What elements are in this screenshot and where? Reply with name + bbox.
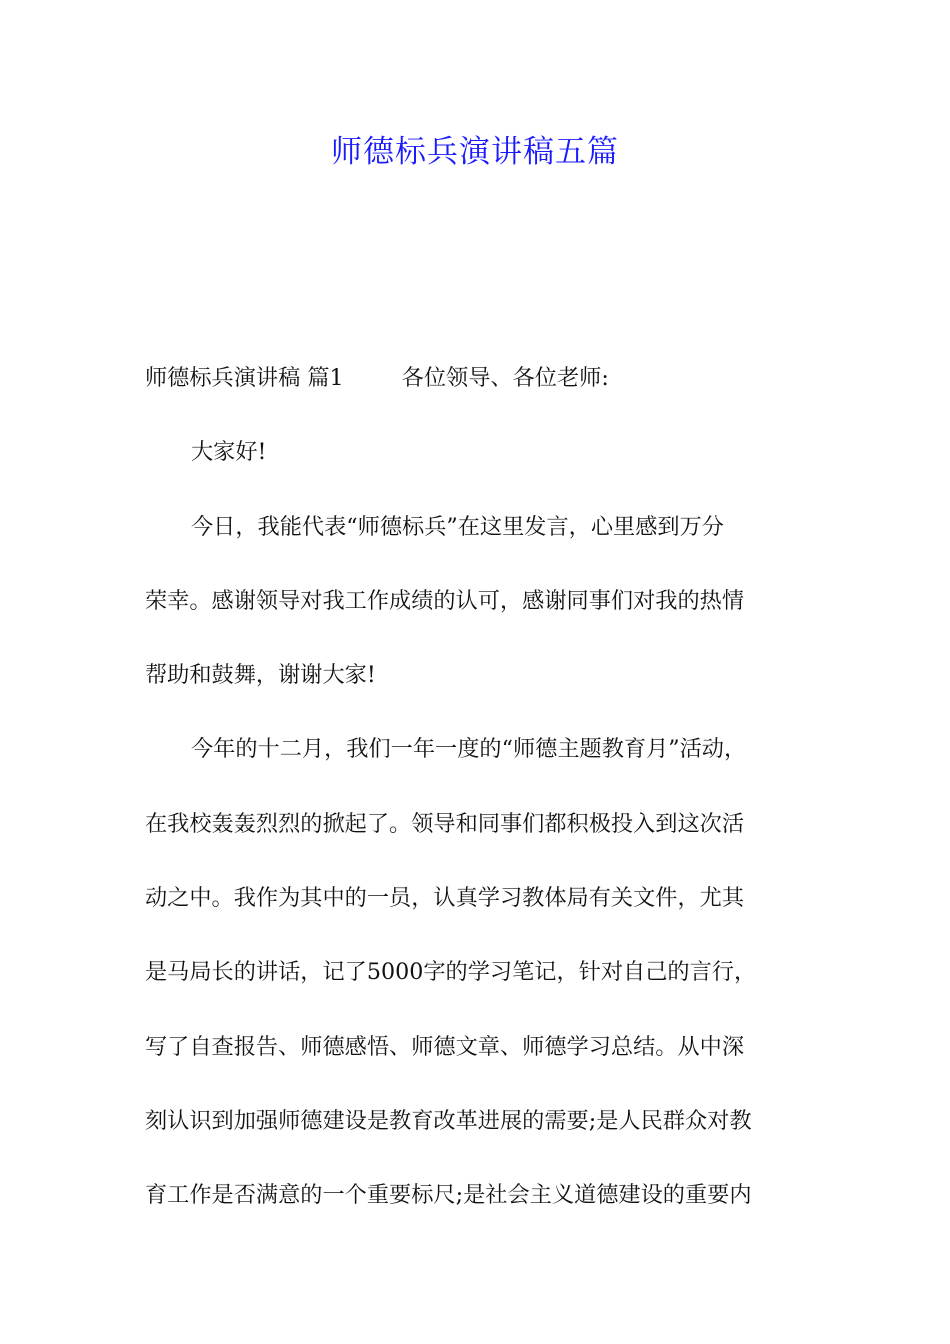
paragraph-line: 动之中。我作为其中的一员，认真学习教体局有关文件，尤其 [145,885,745,912]
paragraph-line: 大家好! [191,439,267,466]
salutation: 各位领导、各位老师: [401,365,609,391]
paragraph-line: 育工作是否满意的一个重要标尺;是社会主义道德建设的重要内 [145,1182,752,1209]
paragraph-line: 帮助和鼓舞，谢谢大家! [145,662,376,689]
paragraph-line: 荣幸。感谢领导对我工作成绩的认可，感谢同事们对我的热情 [145,587,745,614]
paragraph-line: 写了自查报告、师德感悟、师德文章、师德学习总结。从中深 [145,1033,745,1060]
document-title: 师德标兵演讲稿五篇 [331,134,619,170]
document-body [145,341,815,1233]
section-heading: 师德标兵演讲稿 篇1 [145,365,344,391]
paragraph-line: 今日，我能代表“师德标兵”在这里发言，心里感到万分 [191,513,724,540]
paragraph-line: 今年的十二月，我们一年一度的“师德主题教育月”活动， [191,736,747,763]
paragraph-line: 在我校轰轰烈烈的掀起了。领导和同事们都积极投入到这次活 [145,810,745,837]
paragraph-line: 是马局长的讲话，记了5000字的学习笔记，针对自己的言行， [145,959,757,986]
section-heading-line [145,341,815,415]
paragraph-line: 刻认识到加强师德建设是教育改革进展的需要;是人民群众对教 [145,1107,752,1134]
